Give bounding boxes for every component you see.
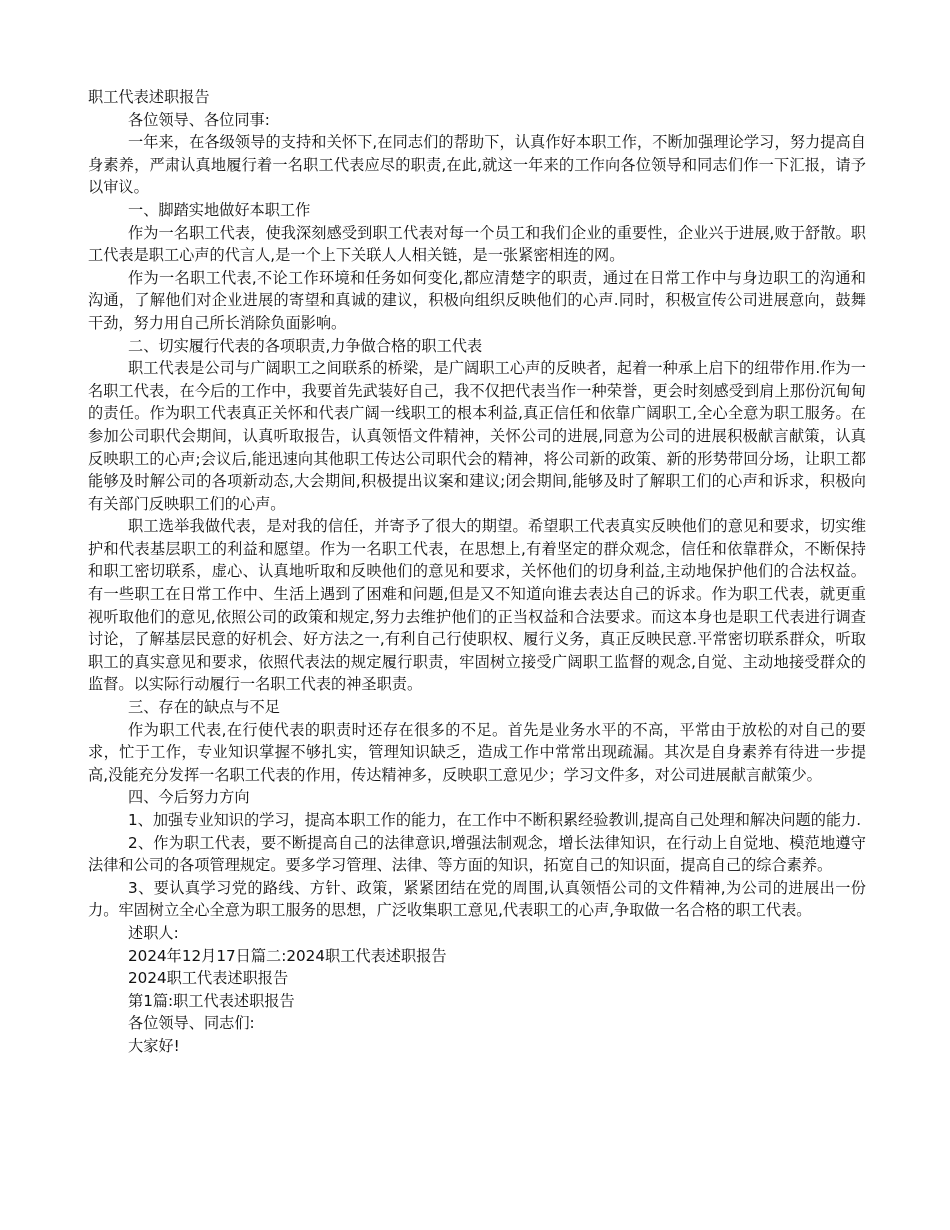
chapter-title: 第1篇:职工代表述职报告 — [128, 991, 295, 1010]
section-heading-1: 一、脚踏实地做好本职工作 — [128, 200, 311, 219]
date-line: 2024年12月17日篇二:2024职工代表述职报告 — [128, 946, 447, 965]
paragraph-4-item-1: 1、加强专业知识的学习，提高本职工作的能力，在工作中不断积累经验教训,提高自己处理和解决问题的能力. — [128, 811, 862, 829]
paragraph-2a: 职工代表是公司与广阔职工之间联系的桥梁，是广阔职工心声的反映者，起着一种承上启下的纽带作用.作为一名职工代表，在今后的工作中，我要首先武装好自己，我不仅把代表当作一种荣誉，更会时刻感受到肩上那份沉甸甸的责任。作为职工代表真正关怀和代表广阔一线职工的根本利益,真正信任和依靠广阔职工,全心全意为职工服务。在参加公司职代会期间，认真听取报告，认真领悟文件精神，关怀公司的进展,同意为公司的进展积极献言献策，认真反映职工的心声;会议后,能迅速向其他职工传达公司职代会的精神，将公司新的政策、新的形势带回分场，让职工都能够及时解公司的各项新动态,大会期间,积极提出议案和建议;闭会期间,能够及时了解职工们的心声和诉求，积极向有关部门反映职工们的心声。 — [88, 359, 866, 513]
paragraph-4-item-2: 2、作为职工代表，要不断提高自己的法律意识,增强法制观念，增长法律知识，在行动上自觉地、模范地遵守法律和公司的各项管理规定。要多学习管理、法律、等方面的知识，拓宽自己的知识面，提高自己的综合素养。 — [88, 833, 866, 875]
document-page — [88, 86, 866, 1058]
paragraph-2b: 职工选举我做代表，是对我的信任，并寄予了很大的期望。希望职工代表真实反映他们的意见和要求，切实维护和代表基层职工的利益和愿望。作为一名职工代表，在思想上,有着坚定的群众观念，信任和依靠群众，不断保持和职工密切联系，虚心、认真地听取和反映他们的意见和要求，关怀他们的切身利益,主动地保护他们的合法权益。有一些职工在日常工作中、生活上遇到了困难和问题,但是又不知道向谁去表达自己的诉求。作为职工代表，就更重视听取他们的意见,依照公司的政策和规定,努力去维护他们的正当权益和合法要求。而这本身也是职工代表进行调查讨论，了解基层民意的好机会、好方法之一,有利自己行使职权、履行义务，真正反映民意.平常密切联系群众，听取职工的真实意见和要求，依照代表法的规定履行职责，牢固树立接受广阔职工监督的观念,自觉、主动地接受群众的监督。以实际行动履行一名职工代表的神圣职责。 — [88, 517, 866, 694]
second-report-title: 2024职工代表述职报告 — [128, 969, 289, 988]
greeting: 大家好! — [128, 1036, 180, 1055]
signature-label: 述职人: — [128, 923, 179, 942]
paragraph-4-item-3: 3、要认真学习党的路线、方针、政策，紧紧团结在党的周围,认真领悟公司的文件精神,为公司的进展出一份力。牢固树立全心全意为职工服务的思想，广泛收集职工意见,代表职工的心声,争取做一名合格的职工代表。 — [88, 878, 866, 920]
paragraph-1b: 作为一名职工代表,不论工作环境和任务如何变化,都应清楚字的职责，通过在日常工作中与身边职工的沟通和沟通，了解他们对企业进展的寄望和真诚的建议，积极向组织反映他们的心声.同时，积极宣传公司进展意向，鼓舞干劲，努力用自己所长消除负面影响。 — [88, 268, 866, 332]
section-heading-3: 三、存在的缺点与不足 — [128, 698, 280, 717]
section-heading-2: 二、切实履行代表的各项职责,力争做合格的职工代表 — [128, 336, 483, 355]
paragraph-1a: 作为一名职工代表，使我深刻感受到职工代表对每一个员工和我们企业的重要性，企业兴于进展,败于舒散。职工代表是职工心声的代言人,是一个上下关联人人相关链，是一张紧密相连的网。 — [88, 223, 866, 265]
paragraph-3: 作为职工代表,在行使代表的职责时还存在很多的不足。首先是业务水平的不高，平常由于放松的对自己的要求，忙于工作，专业知识掌握不够扎实，管理知识缺乏，造成工作中常常出现疏漏。其次是自身素养有待进一步提高,没能充分发挥一名职工代表的作用，传达精神多，反映职工意见少；学习文件多，对公司进展献言献策少。 — [88, 720, 866, 784]
document-title: 职工代表述职报告 — [88, 88, 210, 106]
paragraph-intro: 一年来，在各级领导的支持和关怀下,在同志们的帮助下，认真作好本职工作，不断加强理论学习，努力提高自身素养，严肃认真地履行着一名职工代表应尽的职责,在此,就这一年来的工作向各位领导和同志们作一下汇报，请予以审议。 — [88, 133, 866, 197]
second-salutation: 各位领导、同志们: — [128, 1014, 255, 1033]
salutation: 各位领导、各位同事: — [128, 110, 270, 129]
section-heading-4: 四、今后努力方向 — [128, 788, 250, 807]
